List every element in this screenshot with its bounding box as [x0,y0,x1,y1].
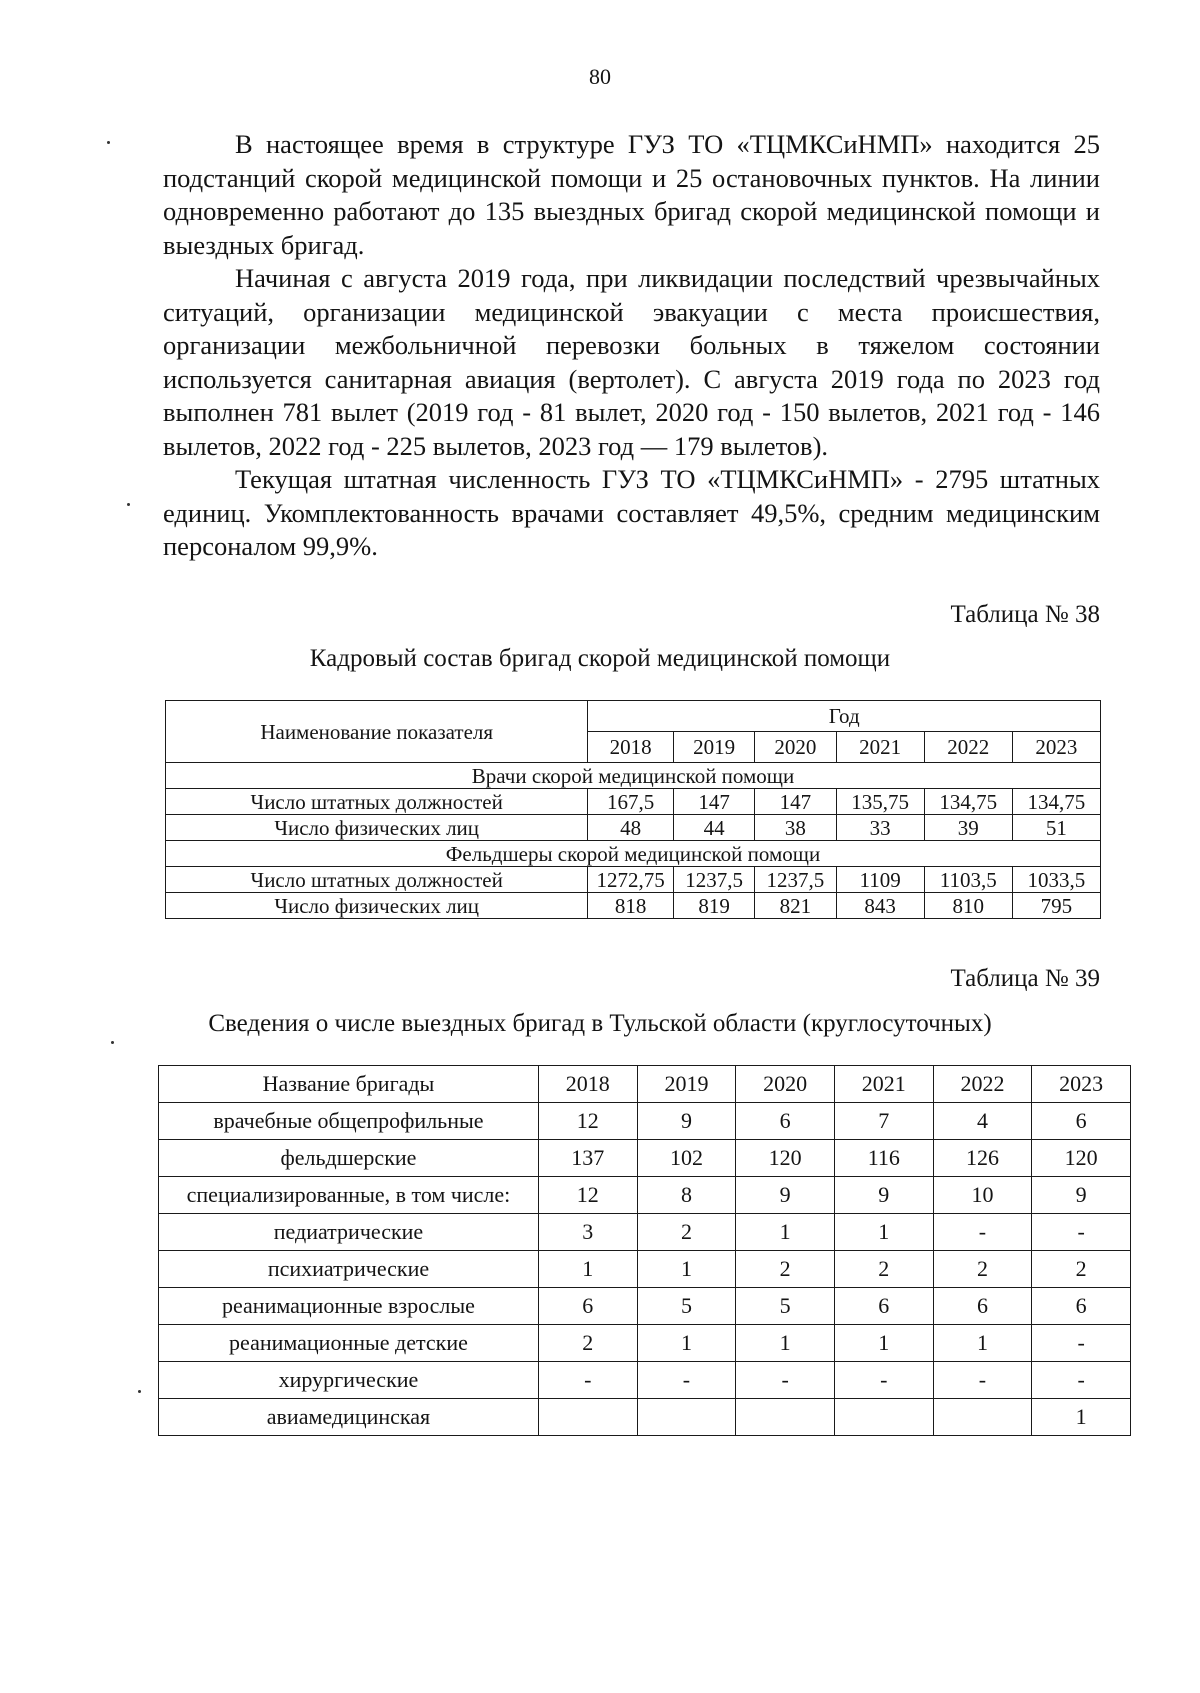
table-row [159,1140,1131,1177]
scan-speck [127,503,130,506]
year-cell: 2021 [834,1066,933,1103]
value-cell: 1033,5 [1012,867,1100,893]
value-cell: 1109 [836,867,924,893]
value-cell: 2 [1032,1251,1131,1288]
value-cell: 819 [673,893,754,919]
table-39 [158,1065,1131,1436]
year-cell: 2018 [538,1066,637,1103]
value-cell [933,1399,1032,1436]
section-title-paramedics: Фельдшеры скорой медицинской помощи [166,841,1101,867]
table-row [159,1214,1131,1251]
value-cell: 1237,5 [673,867,754,893]
header-indicator: Наименование показателя [166,701,588,763]
value-cell: 1 [637,1325,736,1362]
value-cell: 2 [637,1214,736,1251]
table-row [166,867,1101,893]
value-cell: 6 [1032,1288,1131,1325]
value-cell: - [637,1362,736,1399]
value-cell [736,1399,835,1436]
page-number: 80 [589,64,611,89]
value-cell: 5 [736,1288,835,1325]
year-cell: 2023 [1012,732,1100,763]
value-cell: - [538,1362,637,1399]
row-label: специализированные, в том числе: [159,1177,539,1214]
year-cell: 2019 [673,732,754,763]
row-label: авиамедицинская [159,1399,539,1436]
value-cell: 2 [834,1251,933,1288]
value-cell: 5 [637,1288,736,1325]
scan-speck [138,1390,141,1393]
value-cell: 1 [637,1251,736,1288]
paragraph-2: Начиная с августа 2019 года, при ликвидации последствий чрезвычайных ситуаций, организации медицинской эвакуации с места происшествия, организации межбольничной перевозки больных в тяжелом состоянии используется санитарная авиация (вертолет). С августа 2019 года по 2023 год выполнен 781 вылет (2019 год - 81 вылет, 2020 год - 150 вылетов, 2021 год - 146 вылетов, 2022 год - 225 вылетов, 2023 год — 179 вылетов). [163,263,1100,461]
row-label: Число физических лиц [166,815,588,841]
table-row [159,1325,1131,1362]
header-year: Год [588,701,1101,732]
table-38-number: Таблица № 38 [950,601,1100,628]
paragraph-1: В настоящее время в структуре ГУЗ ТО «ТЦМКСиНМП» находится 25 подстанций скорой медицинской помощи и 25 остановочных пунктов. На линии одновременно работают до 135 выездных бригад скорой медицинской помощи и выездных бригад. [163,129,1100,260]
value-cell: 134,75 [1012,789,1100,815]
value-cell: - [1032,1325,1131,1362]
value-cell: - [736,1362,835,1399]
paragraph-3: Текущая штатная численность ГУЗ ТО «ТЦМКСиНМП» - 2795 штатных единиц. Укомплектованность врачами составляет 49,5%, средним медицинским персоналом 99,9%. [163,464,1100,561]
scan-speck [107,141,110,144]
row-label: хирургические [159,1362,539,1399]
value-cell: 1 [736,1325,835,1362]
table-row [166,893,1101,919]
table-38-title: Кадровый состав бригад скорой медицинской помощи [309,645,891,672]
row-label: врачебные общепрофильные [159,1103,539,1140]
value-cell: 126 [933,1140,1032,1177]
year-cell: 2022 [933,1066,1032,1103]
value-cell: 1103,5 [924,867,1012,893]
row-label: фельдшерские [159,1140,539,1177]
value-cell: - [933,1214,1032,1251]
section-title-doctors: Врачи скорой медицинской помощи [166,763,1101,789]
value-cell: 33 [836,815,924,841]
scan-speck [111,1041,114,1044]
row-label: Число штатных должностей [166,867,588,893]
value-cell [637,1399,736,1436]
value-cell: 1 [933,1325,1032,1362]
value-cell: 843 [836,893,924,919]
value-cell: - [1032,1362,1131,1399]
value-cell: 1 [834,1325,933,1362]
value-cell: 38 [755,815,836,841]
year-cell: 2020 [736,1066,835,1103]
value-cell: 1 [736,1214,835,1251]
table-row [159,1362,1131,1399]
value-cell: 120 [736,1140,835,1177]
table-row [159,1288,1131,1325]
value-cell: 4 [933,1103,1032,1140]
value-cell: 821 [755,893,836,919]
value-cell: 120 [1032,1140,1131,1177]
value-cell: 1 [538,1251,637,1288]
value-cell: 9 [1032,1177,1131,1214]
table-38 [165,700,1101,919]
value-cell: 116 [834,1140,933,1177]
header-row [159,1066,1131,1103]
value-cell: 135,75 [836,789,924,815]
year-cell: 2022 [924,732,1012,763]
value-cell: 2 [538,1325,637,1362]
value-cell: 48 [588,815,674,841]
value-cell: - [933,1362,1032,1399]
year-cell: 2018 [588,732,674,763]
table-39-title: Сведения о числе выездных бригад в Тульской области (круглосуточных) [208,1010,992,1037]
value-cell: 147 [673,789,754,815]
value-cell: 137 [538,1140,637,1177]
value-cell: - [1032,1214,1131,1251]
value-cell: 147 [755,789,836,815]
value-cell: 9 [736,1177,835,1214]
value-cell [538,1399,637,1436]
value-cell: 8 [637,1177,736,1214]
value-cell: 39 [924,815,1012,841]
value-cell: 2 [933,1251,1032,1288]
year-cell: 2019 [637,1066,736,1103]
table-39-number: Таблица № 39 [950,965,1100,992]
row-label: Число штатных должностей [166,789,588,815]
value-cell: 6 [1032,1103,1131,1140]
year-cell: 2021 [836,732,924,763]
row-label: педиатрические [159,1214,539,1251]
value-cell: 1237,5 [755,867,836,893]
value-cell: 12 [538,1103,637,1140]
value-cell: 51 [1012,815,1100,841]
value-cell: 102 [637,1140,736,1177]
value-cell: 795 [1012,893,1100,919]
value-cell: 810 [924,893,1012,919]
table-row [166,815,1101,841]
value-cell: 6 [834,1288,933,1325]
value-cell: 2 [736,1251,835,1288]
value-cell: 6 [933,1288,1032,1325]
value-cell: 44 [673,815,754,841]
value-cell: 167,5 [588,789,674,815]
value-cell: 12 [538,1177,637,1214]
row-label: реанимационные взрослые [159,1288,539,1325]
value-cell [834,1399,933,1436]
value-cell: 6 [538,1288,637,1325]
value-cell: 9 [834,1177,933,1214]
table-row [159,1177,1131,1214]
value-cell: 1272,75 [588,867,674,893]
value-cell: 10 [933,1177,1032,1214]
value-cell: 818 [588,893,674,919]
table-row [159,1251,1131,1288]
row-label: реанимационные детские [159,1325,539,1362]
table-row [159,1399,1131,1436]
year-cell: 2023 [1032,1066,1131,1103]
value-cell: - [834,1362,933,1399]
value-cell: 6 [736,1103,835,1140]
header-name: Название бригады [159,1066,539,1103]
value-cell: 1 [1032,1399,1131,1436]
year-cell: 2020 [755,732,836,763]
row-label: Число физических лиц [166,893,588,919]
value-cell: 134,75 [924,789,1012,815]
value-cell: 9 [637,1103,736,1140]
row-label: психиатрические [159,1251,539,1288]
value-cell: 7 [834,1103,933,1140]
table-row [159,1103,1131,1140]
table-row [166,789,1101,815]
body-text [163,128,1100,564]
value-cell: 1 [834,1214,933,1251]
value-cell: 3 [538,1214,637,1251]
